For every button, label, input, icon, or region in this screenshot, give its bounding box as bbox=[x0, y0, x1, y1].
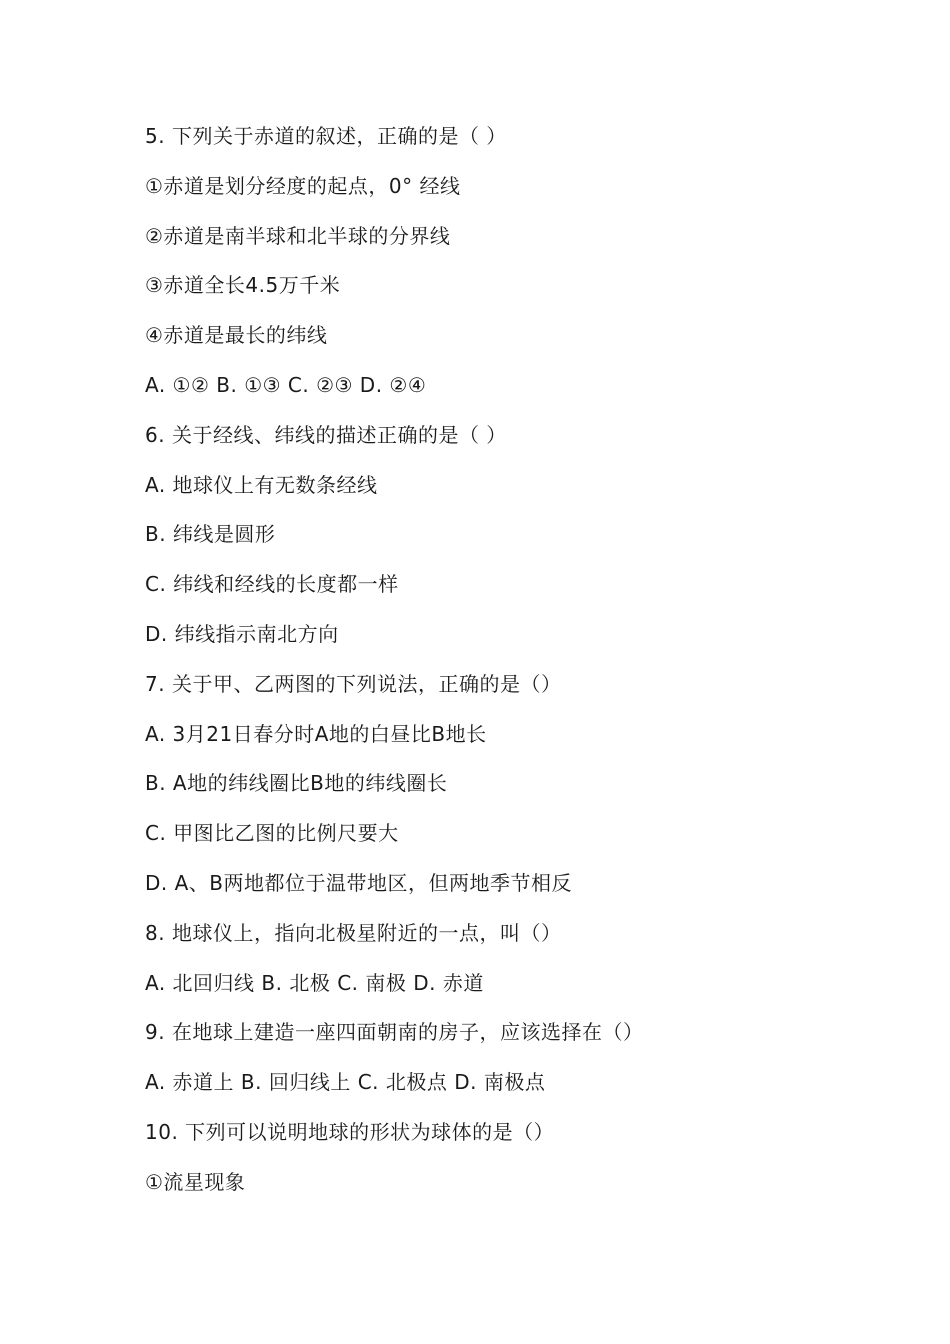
question-6-option-a: A. 地球仪上有无数条经线 bbox=[145, 472, 378, 497]
question-7: 7. 关于甲、乙两图的下列说法，正确的是（） bbox=[145, 671, 562, 696]
question-9-options: A. 赤道上 B. 回归线上 C. 北极点 D. 南极点 bbox=[145, 1070, 546, 1095]
question-7-option-a: A. 3月21日春分时A地的白昼比B地长 bbox=[145, 721, 487, 746]
document-page bbox=[145, 118, 845, 1214]
question-5-options: A. ①② B. ①③ C. ②③ D. ②④ bbox=[145, 372, 427, 397]
question-7-option-d: D. A、B两地都位于温带地区，但两地季节相反 bbox=[145, 870, 573, 895]
question-6-option-c: C. 纬线和经线的长度都一样 bbox=[145, 572, 399, 597]
statement-1: ①赤道是划分经度的起点，0° 经线 bbox=[145, 173, 461, 198]
question-10-statement-1: ①流星现象 bbox=[145, 1169, 246, 1194]
statement-4: ④赤道是最长的纬线 bbox=[145, 323, 328, 348]
statement-2: ②赤道是南半球和北半球的分界线 bbox=[145, 223, 451, 248]
question-7-option-b: B. A地的纬线圈比B地的纬线圈长 bbox=[145, 771, 448, 796]
question-6-option-d: D. 纬线指示南北方向 bbox=[145, 621, 339, 646]
question-8-options: A. 北回归线 B. 北极 C. 南极 D. 赤道 bbox=[145, 970, 484, 995]
question-6: 6. 关于经线、纬线的描述正确的是（ ） bbox=[145, 422, 507, 447]
question-6-option-b: B. 纬线是圆形 bbox=[145, 522, 276, 547]
statement-3: ③赤道全长4.5万千米 bbox=[145, 273, 341, 298]
question-9: 9. 在地球上建造一座四面朝南的房子，应该选择在（） bbox=[145, 1020, 644, 1045]
question-8: 8. 地球仪上，指向北极星附近的一点，叫（） bbox=[145, 920, 562, 945]
question-5: 5. 下列关于赤道的叙述，正确的是（ ） bbox=[145, 124, 507, 148]
question-10: 10. 下列可以说明地球的形状为球体的是（） bbox=[145, 1119, 555, 1144]
question-7-option-c: C. 甲图比乙图的比例尺要大 bbox=[145, 821, 399, 846]
